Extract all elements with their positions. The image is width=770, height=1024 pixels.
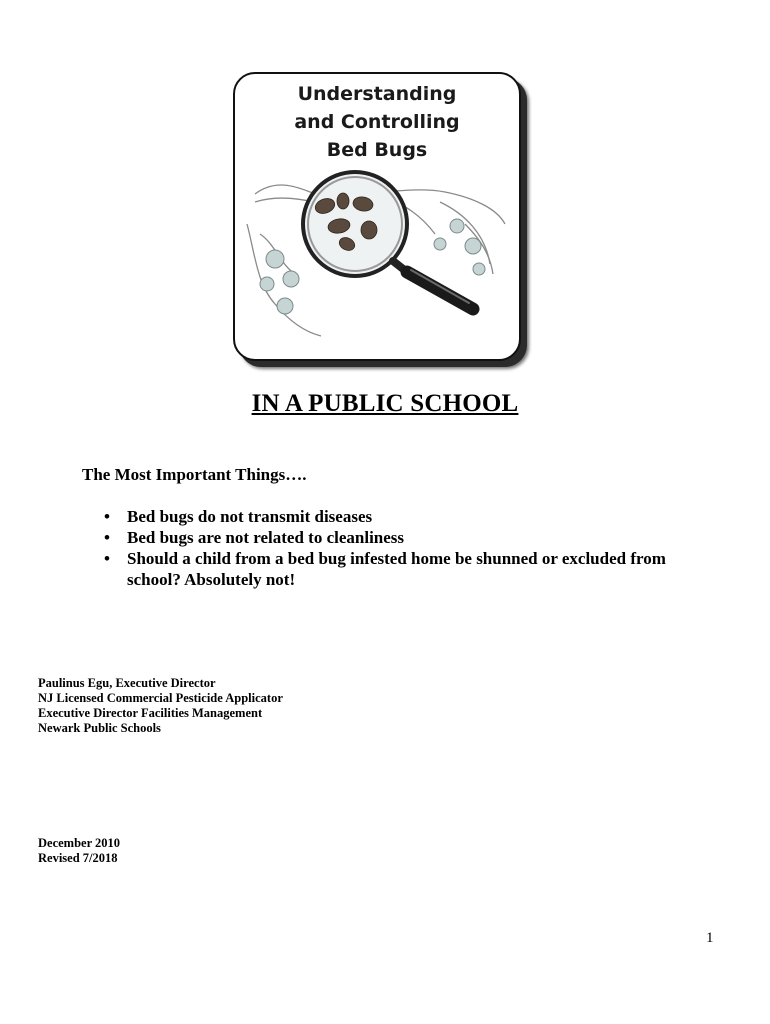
page-title: IN A PUBLIC SCHOOL [251, 390, 519, 417]
bullet-icon: • [104, 507, 110, 526]
revised-date: Revised 7/2018 [38, 851, 118, 865]
date-block [38, 836, 120, 866]
page-number: 1 [706, 930, 714, 946]
author-title: Executive Director Facilities Management [38, 706, 263, 720]
author-block [38, 676, 283, 736]
author-license: NJ Licensed Commercial Pesticide Applicator [38, 691, 283, 705]
list-item-text: Bed bugs do not transmit diseases [127, 507, 373, 526]
list-item [82, 548, 722, 590]
list-item-text: Should a child from a bed bug infested home be shunned or excluded from school? Absolutely not! [127, 549, 666, 589]
list-item [82, 506, 722, 527]
logo-title-line: Understanding [297, 83, 457, 105]
cover-logo [233, 72, 521, 361]
original-date: December 2010 [38, 836, 121, 850]
bullet-icon: • [104, 528, 110, 547]
bullet-icon: • [104, 549, 110, 568]
logo-title-line: Bed Bugs [326, 139, 428, 161]
author-name: Paulinus Egu, Executive Director [38, 676, 216, 690]
logo-title-line: and Controlling [294, 111, 460, 133]
section-subheading: The Most Important Things…. [82, 465, 307, 484]
logo-title [235, 80, 519, 164]
list-item-text: Bed bugs are not related to cleanliness [127, 528, 405, 547]
list-item [82, 527, 722, 548]
key-points-list [82, 506, 722, 590]
author-organization: Newark Public Schools [38, 721, 161, 735]
